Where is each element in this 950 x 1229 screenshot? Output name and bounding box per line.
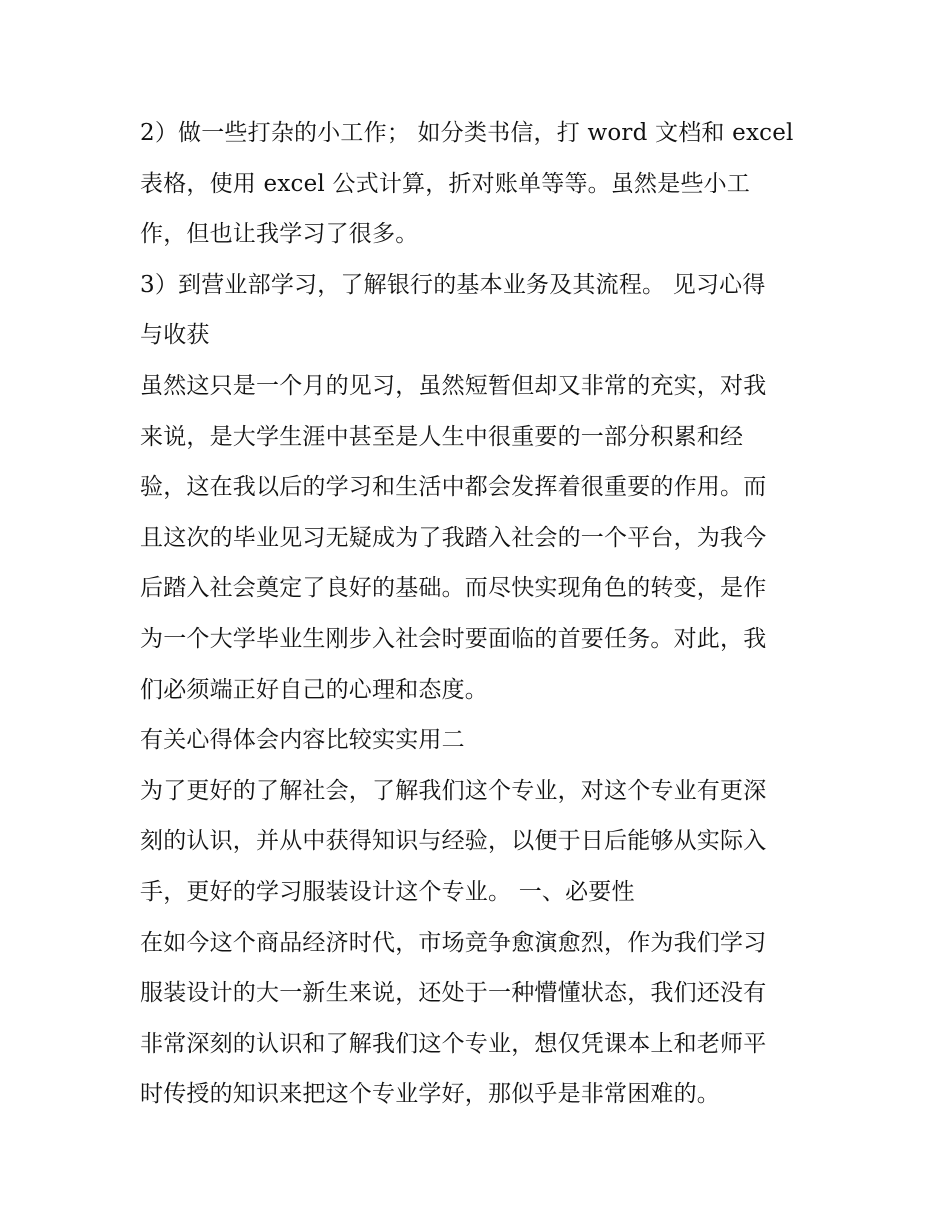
section-heading: 有关心得体会内容比较实实用二 <box>140 727 465 754</box>
text-line: 表格，使用 excel 公式计算，折对账单等等。虽然是些小工 <box>140 170 751 197</box>
text-line: 为一个大学毕业生刚步入社会时要面临的首要任务。对此，我 <box>140 625 767 652</box>
text-line: 后踏入社会奠定了良好的基础。而尽快实现角色的转变，是作 <box>140 575 767 602</box>
body-text <box>140 108 820 1120</box>
text-line: 2）做一些打杂的小工作； 如分类书信，打 word 文档和 excel <box>140 120 794 146</box>
text-line: 作，但也让我学习了很多。 <box>140 221 419 248</box>
text-line: 验，这在我以后的学习和生活中都会发挥着很重要的作用。而 <box>140 474 767 501</box>
text-line: 且这次的毕业见习无疑成为了我踏入社会的一个平台，为我今 <box>140 524 767 551</box>
text-line: 时传授的知识来把这个专业学好，那似乎是非常困难的。 <box>140 1081 720 1108</box>
text-line: 3）到营业部学习，了解银行的基本业务及其流程。 见习心得 <box>140 271 766 298</box>
text-line: 服装设计的大一新生来说，还处于一种懵懂状态，我们还没有 <box>140 980 767 1007</box>
text-line: 来说，是大学生涯中甚至是人生中很重要的一部分积累和经 <box>140 423 744 450</box>
text-line: 手，更好的学习服装设计这个专业。 一、必要性 <box>140 878 635 905</box>
text-line: 们必须端正好自己的心理和态度。 <box>140 676 488 703</box>
text-line: 刻的认识，并从中获得知识与经验，以便于日后能够从实际入 <box>140 828 767 855</box>
text-line: 虽然这只是一个月的见习，虽然短暂但却又非常的充实，对我 <box>140 372 767 399</box>
text-line: 为了更好的了解社会，了解我们这个专业，对这个专业有更深 <box>140 777 767 804</box>
text-line: 在如今这个商品经济时代，市场竞争愈演愈烈，作为我们学习 <box>140 929 767 956</box>
text-line: 与收获 <box>140 322 210 349</box>
text-line: 非常深刻的认识和了解我们这个专业，想仅凭课本上和老师平 <box>140 1030 767 1057</box>
